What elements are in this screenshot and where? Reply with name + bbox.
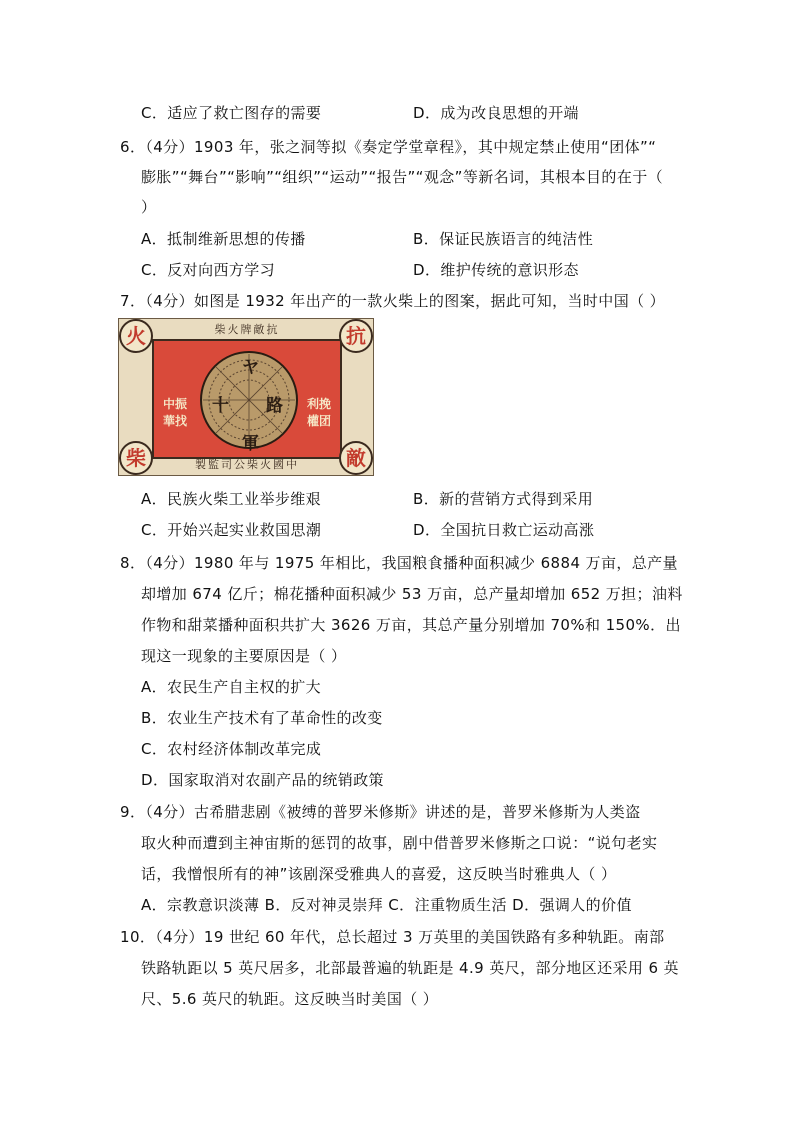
q5-option-d: D．成为改良思想的开端 [413, 104, 579, 122]
q8-option-a: A．农民生产自主权的扩大 [141, 678, 322, 696]
q6-option-c: C．反对向西方学习 [141, 261, 276, 279]
q6-stem-line2: 膨胀”“舞台”“影响”“组织”“运动”“报告”“观念”等新名词，其根本目的在于（ [141, 168, 664, 186]
q7-option-d: D．全国抗日救亡运动高涨 [413, 521, 595, 539]
matchbox-label-image [118, 318, 374, 476]
matchbox-center-right-glyph: 路 [266, 396, 283, 416]
q7-option-b: B．新的营销方式得到采用 [413, 490, 594, 508]
matchbox-center-left-glyph: 十 [212, 396, 229, 416]
q7-option-c: C．开始兴起实业救国思潮 [141, 521, 322, 539]
q8-option-d: D．国家取消对农副产品的统销政策 [141, 771, 384, 789]
matchbox-top-band: 柴火牌敵抗 [214, 323, 280, 336]
q9-options: A．宗教意识淡薄 B．反对神灵崇拜 C．注重物质生活 D．强调人的价值 [141, 896, 632, 914]
q8-stem-line3: 作物和甜菜播种面积共扩大 3626 万亩，其总产量分别增加 70%和 150%．出 [141, 616, 681, 634]
q9-stem-line3: 话，我憎恨所有的神”该剧深受雅典人的喜爱，这反映当时雅典人（ ） [141, 865, 617, 883]
matchbox-right-slogan-line1: 利挽 [306, 397, 331, 411]
matchbox-center-top-glyph: ヤ [242, 358, 259, 378]
matchbox-corner-top-left: 火 [119, 319, 153, 353]
matchbox-left-slogan [158, 396, 192, 430]
q8-stem-line4: 现这一现象的主要原因是（ ） [141, 647, 347, 665]
matchbox-center-bottom-glyph: 軍 [242, 434, 259, 454]
q9-stem-line1: 9．（4分）古希腊悲剧《被缚的普罗米修斯》讲述的是，普罗米修斯为人类盗 [120, 803, 641, 821]
q6-option-a: A．抵制维新思想的传播 [141, 230, 306, 248]
q6-stem-line1: 6．（4分）1903 年，张之洞等拟《奏定学堂章程》，其中规定禁止使用“团体”“ [120, 138, 657, 156]
matchbox-right-slogan [302, 396, 336, 430]
matchbox-right-slogan-line2: 權团 [306, 414, 331, 428]
q6-option-b: B．保证民族语言的纯洁性 [413, 230, 594, 248]
q6-option-d: D．维护传统的意识形态 [413, 261, 579, 279]
matchbox-left-slogan-line1: 中振 [162, 397, 187, 411]
q8-stem-line1: 8．（4分）1980 年与 1975 年相比，我国粮食播种面积减少 6884 万亩，总产量 [120, 554, 678, 572]
q6-stem-line3: ） [141, 198, 157, 216]
q8-stem-line2: 却增加 674 亿斤；棉花播种面积减少 53 万亩，总产量却增加 652 万担；油料 [141, 585, 683, 603]
q9-stem-line2: 取火种而遭到主神宙斯的惩罚的故事，剧中借普罗米修斯之口说：“说句老实 [141, 834, 658, 852]
q10-stem-line3: 尺、5.6 英尺的轨距。这反映当时美国（ ） [141, 990, 439, 1008]
matchbox-corner-bottom-right: 敵 [339, 441, 373, 475]
q5-option-c: C．适应了救亡图存的需要 [141, 104, 322, 122]
matchbox-red-panel [152, 339, 342, 459]
q10-stem-line1: 10．（4分）19 世纪 60 年代，总长超过 3 万英里的美国铁路有多种轨距。南部 [120, 928, 665, 946]
q8-option-b: B．农业生产技术有了革命性的改变 [141, 709, 383, 727]
q10-stem-line2: 铁路轨距以 5 英尺居多，北部最普遍的轨距是 4.9 英尺，部分地区还采用 6 英 [141, 959, 679, 977]
q8-option-c: C．农村经济体制改革完成 [141, 740, 322, 758]
matchbox-bottom-band: 製監司公柴火國中 [195, 458, 299, 471]
q7-stem-line1: 7．（4分）如图是 1932 年出产的一款火柴上的图案，据此可知，当时中国（ ） [120, 292, 666, 310]
q7-option-a: A．民族火柴工业举步维艰 [141, 490, 322, 508]
matchbox-corner-top-right: 抗 [339, 319, 373, 353]
matchbox-left-slogan-line2: 華找 [162, 414, 187, 428]
matchbox-corner-bottom-left: 柴 [119, 441, 153, 475]
